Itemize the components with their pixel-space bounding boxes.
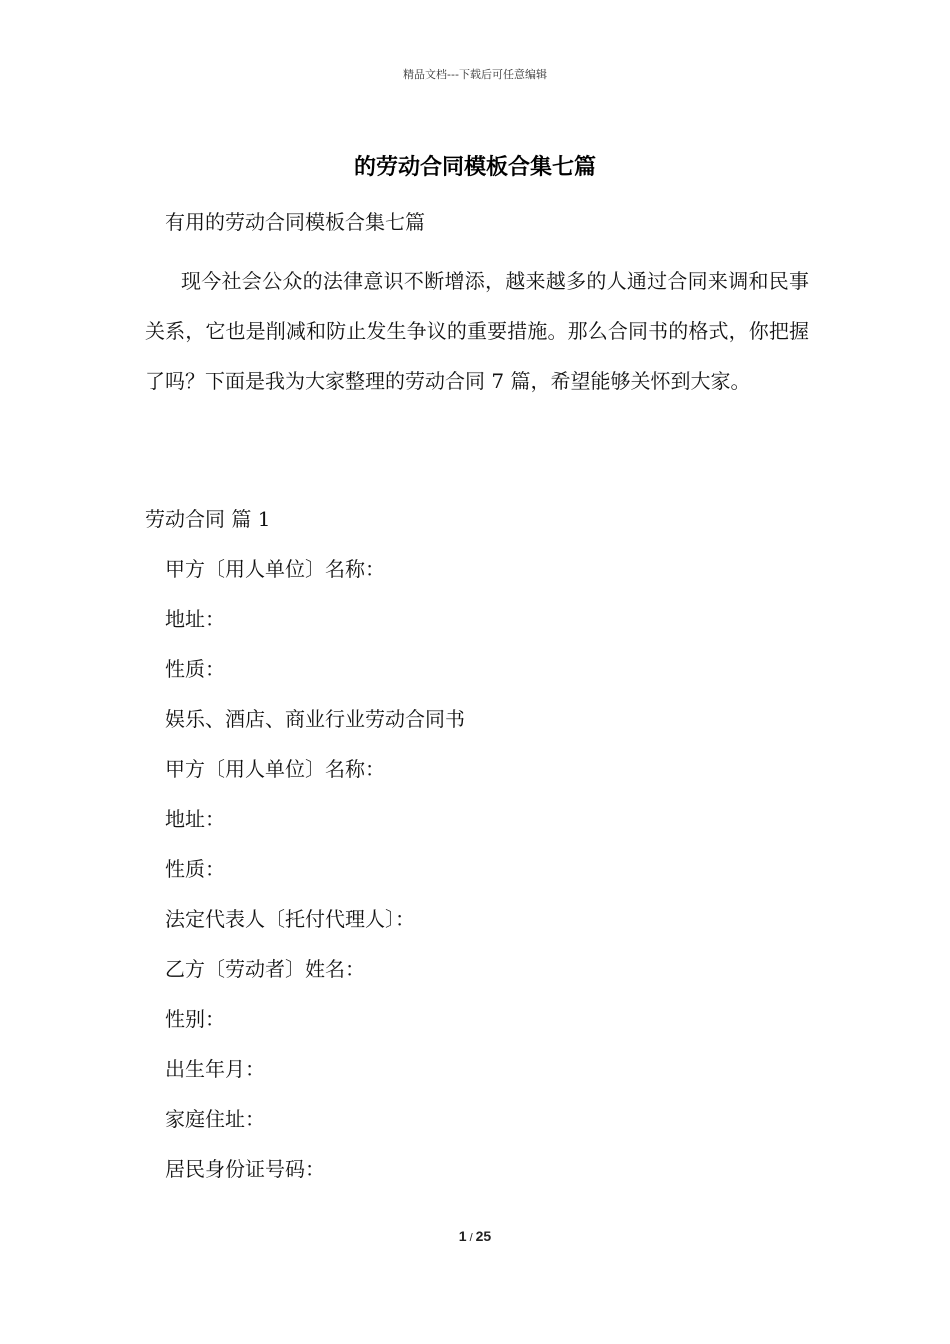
field-employer-name-2: 甲方〔用人单位〕名称： bbox=[165, 757, 385, 781]
field-employee-name: 乙方〔劳动者〕姓名： bbox=[165, 957, 365, 981]
page-separator: / bbox=[469, 1232, 473, 1244]
contract-subtitle: 娱乐、酒店、商业行业劳动合同书 bbox=[165, 707, 465, 731]
field-nature: 性质： bbox=[165, 657, 225, 681]
field-address: 地址： bbox=[165, 607, 225, 631]
field-id-number: 居民身份证号码： bbox=[165, 1157, 325, 1181]
document-title: 的劳动合同模板合集七篇 bbox=[353, 154, 596, 180]
field-legal-representative: 法定代表人〔托付代理人〕： bbox=[165, 907, 415, 931]
field-address-2: 地址： bbox=[165, 807, 225, 831]
field-birth-date: 出生年月： bbox=[165, 1057, 265, 1081]
field-employer-name: 甲方〔用人单位〕名称： bbox=[165, 557, 385, 581]
page-number bbox=[0, 1228, 950, 1244]
contract-field-list bbox=[165, 556, 465, 1206]
field-gender: 性别： bbox=[165, 1007, 225, 1031]
document-subtitle: 有用的劳动合同模板合集七篇 bbox=[165, 210, 425, 234]
page-header: 精品文档---下载后可任意编辑 bbox=[403, 68, 547, 81]
current-page: 1 bbox=[458, 1228, 467, 1244]
field-nature-2: 性质： bbox=[165, 857, 225, 881]
intro-paragraph: 现今社会公众的法律意识不断增添，越来越多的人通过合同来调和民事关系，它也是削减和防止发生争议的重要措施。那么合同书的格式，你把握了吗？下面是我为大家整理的劳动合同 7 篇，希望能够关怀到大家。 bbox=[145, 269, 809, 393]
field-home-address: 家庭住址： bbox=[165, 1107, 265, 1131]
section-heading: 劳动合同 篇 1 bbox=[145, 507, 271, 531]
total-pages: 25 bbox=[475, 1228, 492, 1244]
